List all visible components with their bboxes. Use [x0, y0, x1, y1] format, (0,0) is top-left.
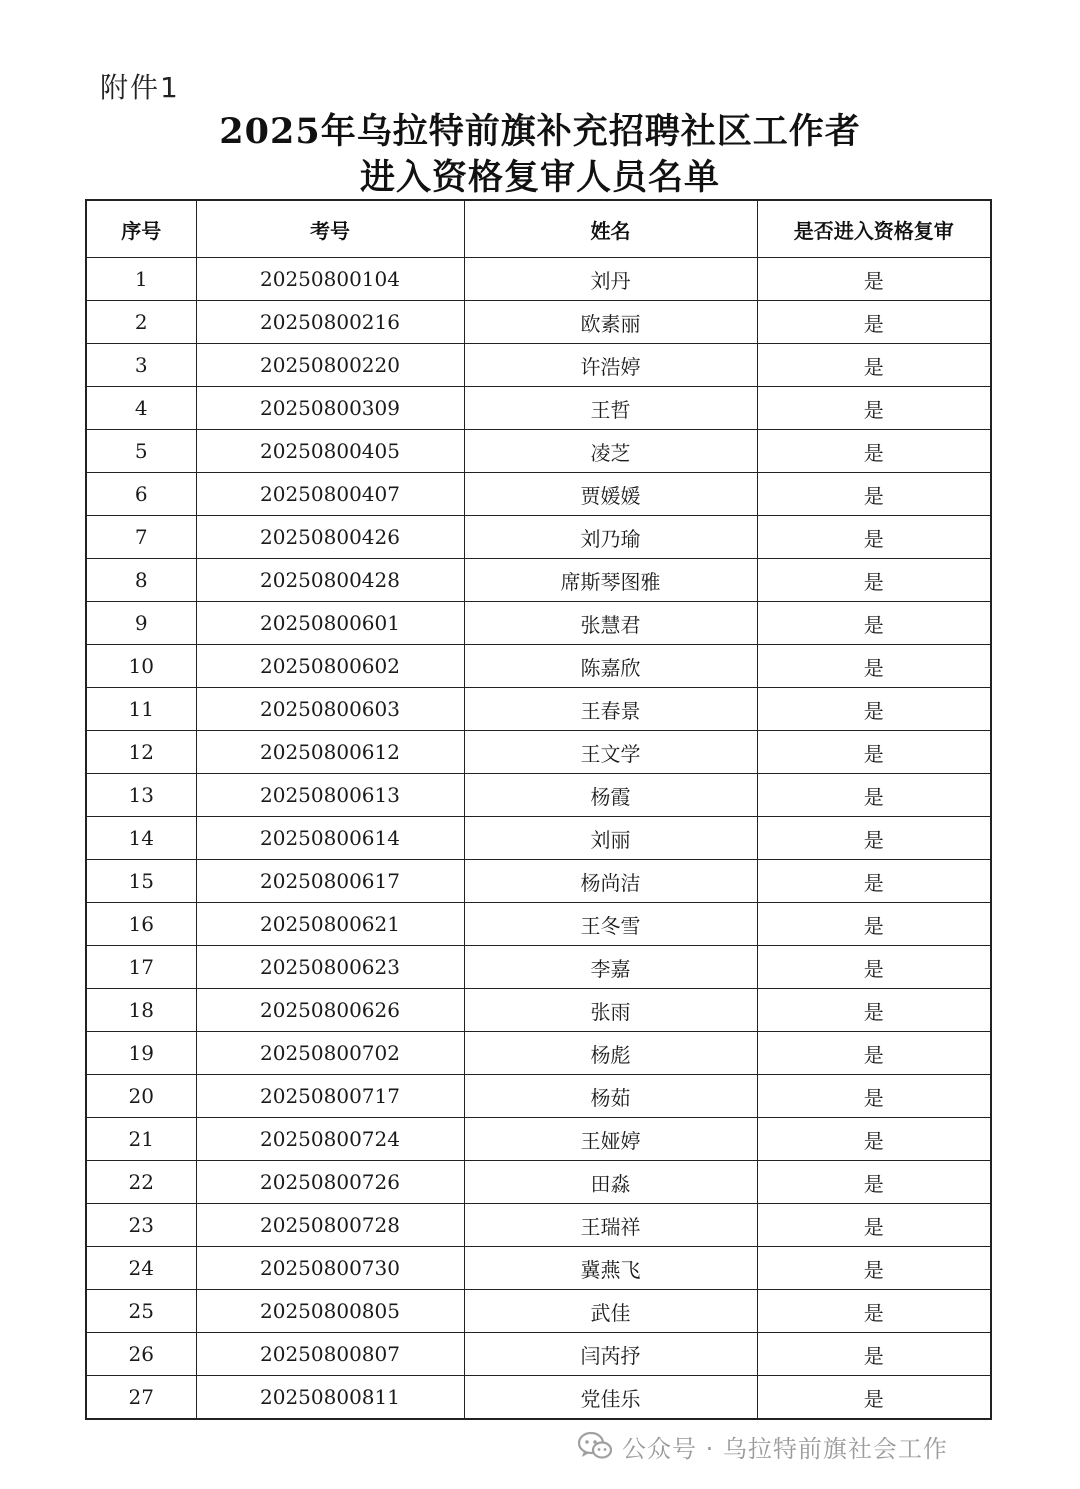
table-row — [86, 473, 991, 516]
cell-index: 18 — [86, 989, 196, 1032]
attachment-label: 附件1 — [100, 71, 180, 104]
cell-index: 21 — [86, 1118, 196, 1161]
cell-name: 王娅婷 — [464, 1118, 757, 1161]
watermark — [578, 1428, 948, 1464]
cell-name: 杨茹 — [464, 1075, 757, 1118]
cell-index: 2 — [86, 301, 196, 344]
cell-name: 杨彪 — [464, 1032, 757, 1075]
cell-exam-number: 20250800805 — [196, 1290, 464, 1333]
cell-exam-number: 20250800104 — [196, 258, 464, 301]
cell-name: 杨霞 — [464, 774, 757, 817]
table-row — [86, 1376, 991, 1420]
cell-name: 席斯琴图雅 — [464, 559, 757, 602]
cell-exam-number: 20250800426 — [196, 516, 464, 559]
table-row — [86, 1075, 991, 1118]
cell-name: 张雨 — [464, 989, 757, 1032]
cell-exam-number: 20250800811 — [196, 1376, 464, 1420]
cell-review-status: 是 — [757, 301, 991, 344]
cell-exam-number: 20250800617 — [196, 860, 464, 903]
cell-review-status: 是 — [757, 774, 991, 817]
cell-review-status: 是 — [757, 559, 991, 602]
cell-review-status: 是 — [757, 430, 991, 473]
cell-index: 5 — [86, 430, 196, 473]
cell-exam-number: 20250800603 — [196, 688, 464, 731]
table-row — [86, 946, 991, 989]
cell-review-status: 是 — [757, 1161, 991, 1204]
cell-review-status: 是 — [757, 688, 991, 731]
table-row — [86, 860, 991, 903]
cell-name: 凌芝 — [464, 430, 757, 473]
table-row — [86, 1032, 991, 1075]
cell-review-status: 是 — [757, 473, 991, 516]
cell-index: 3 — [86, 344, 196, 387]
document-title-line1: 2025年乌拉特前旗补充招聘社区工作者 — [219, 111, 861, 152]
cell-index: 6 — [86, 473, 196, 516]
cell-review-status: 是 — [757, 1333, 991, 1376]
cell-exam-number: 20250800726 — [196, 1161, 464, 1204]
cell-exam-number: 20250800602 — [196, 645, 464, 688]
cell-exam-number: 20250800728 — [196, 1204, 464, 1247]
cell-review-status: 是 — [757, 258, 991, 301]
cell-index: 4 — [86, 387, 196, 430]
column-header-exam-number: 考号 — [196, 200, 464, 258]
table-row — [86, 903, 991, 946]
cell-index: 27 — [86, 1376, 196, 1420]
cell-name: 陈嘉欣 — [464, 645, 757, 688]
cell-exam-number: 20250800626 — [196, 989, 464, 1032]
cell-exam-number: 20250800407 — [196, 473, 464, 516]
cell-review-status: 是 — [757, 1032, 991, 1075]
table-row — [86, 1333, 991, 1376]
cell-review-status: 是 — [757, 645, 991, 688]
table-row — [86, 774, 991, 817]
cell-name: 党佳乐 — [464, 1376, 757, 1420]
cell-index: 16 — [86, 903, 196, 946]
cell-name: 王哲 — [464, 387, 757, 430]
cell-exam-number: 20250800702 — [196, 1032, 464, 1075]
cell-name: 许浩婷 — [464, 344, 757, 387]
cell-index: 24 — [86, 1247, 196, 1290]
cell-review-status: 是 — [757, 1118, 991, 1161]
cell-review-status: 是 — [757, 946, 991, 989]
table-row — [86, 1247, 991, 1290]
cell-review-status: 是 — [757, 1075, 991, 1118]
cell-exam-number: 20250800216 — [196, 301, 464, 344]
cell-index: 22 — [86, 1161, 196, 1204]
cell-index: 19 — [86, 1032, 196, 1075]
cell-index: 1 — [86, 258, 196, 301]
cell-name: 王瑞祥 — [464, 1204, 757, 1247]
cell-index: 25 — [86, 1290, 196, 1333]
cell-name: 刘丹 — [464, 258, 757, 301]
cell-review-status: 是 — [757, 1376, 991, 1420]
cell-review-status: 是 — [757, 344, 991, 387]
cell-name: 刘丽 — [464, 817, 757, 860]
cell-exam-number: 20250800621 — [196, 903, 464, 946]
cell-index: 7 — [86, 516, 196, 559]
cell-exam-number: 20250800428 — [196, 559, 464, 602]
candidate-table — [85, 199, 992, 1420]
table-row — [86, 258, 991, 301]
cell-index: 20 — [86, 1075, 196, 1118]
table-row — [86, 430, 991, 473]
cell-review-status: 是 — [757, 860, 991, 903]
cell-name: 王冬雪 — [464, 903, 757, 946]
column-header-review-status: 是否进入资格复审 — [757, 200, 991, 258]
cell-index: 26 — [86, 1333, 196, 1376]
cell-name: 王春景 — [464, 688, 757, 731]
cell-name: 冀燕飞 — [464, 1247, 757, 1290]
table-row — [86, 387, 991, 430]
table-row — [86, 1290, 991, 1333]
cell-review-status: 是 — [757, 989, 991, 1032]
cell-exam-number: 20250800807 — [196, 1333, 464, 1376]
cell-review-status: 是 — [757, 602, 991, 645]
table-row — [86, 1204, 991, 1247]
cell-review-status: 是 — [757, 1247, 991, 1290]
cell-name: 张慧君 — [464, 602, 757, 645]
cell-review-status: 是 — [757, 903, 991, 946]
table-row — [86, 989, 991, 1032]
document-title-line2: 进入资格复审人员名单 — [359, 157, 720, 198]
cell-index: 17 — [86, 946, 196, 989]
cell-exam-number: 20250800220 — [196, 344, 464, 387]
cell-index: 23 — [86, 1204, 196, 1247]
cell-review-status: 是 — [757, 731, 991, 774]
cell-exam-number: 20250800601 — [196, 602, 464, 645]
cell-exam-number: 20250800724 — [196, 1118, 464, 1161]
table-row — [86, 731, 991, 774]
wechat-icon — [578, 1431, 612, 1461]
table-header-row — [86, 200, 991, 258]
table-row — [86, 559, 991, 602]
cell-name: 欧素丽 — [464, 301, 757, 344]
column-header-name: 姓名 — [464, 200, 757, 258]
cell-index: 14 — [86, 817, 196, 860]
cell-name: 刘乃瑜 — [464, 516, 757, 559]
cell-name: 贾媛媛 — [464, 473, 757, 516]
cell-exam-number: 20250800405 — [196, 430, 464, 473]
table-row — [86, 817, 991, 860]
table-row — [86, 1161, 991, 1204]
table-row — [86, 602, 991, 645]
watermark-text: 公众号 · 乌拉特前旗社会工作 — [622, 1434, 948, 1463]
cell-exam-number: 20250800614 — [196, 817, 464, 860]
cell-review-status: 是 — [757, 1204, 991, 1247]
cell-index: 10 — [86, 645, 196, 688]
cell-exam-number: 20250800717 — [196, 1075, 464, 1118]
table-body — [86, 258, 991, 1420]
cell-index: 13 — [86, 774, 196, 817]
cell-review-status: 是 — [757, 516, 991, 559]
cell-exam-number: 20250800612 — [196, 731, 464, 774]
column-header-index: 序号 — [86, 200, 196, 258]
cell-name: 杨尚洁 — [464, 860, 757, 903]
cell-index: 11 — [86, 688, 196, 731]
cell-review-status: 是 — [757, 817, 991, 860]
table-row — [86, 301, 991, 344]
table-row — [86, 688, 991, 731]
cell-review-status: 是 — [757, 387, 991, 430]
table-row — [86, 516, 991, 559]
cell-index: 12 — [86, 731, 196, 774]
cell-index: 9 — [86, 602, 196, 645]
table-row — [86, 1118, 991, 1161]
cell-name: 李嘉 — [464, 946, 757, 989]
cell-exam-number: 20250800623 — [196, 946, 464, 989]
cell-name: 武佳 — [464, 1290, 757, 1333]
cell-name: 王文学 — [464, 731, 757, 774]
cell-exam-number: 20250800613 — [196, 774, 464, 817]
cell-index: 15 — [86, 860, 196, 903]
table-row — [86, 645, 991, 688]
table-row — [86, 344, 991, 387]
cell-index: 8 — [86, 559, 196, 602]
cell-name: 田淼 — [464, 1161, 757, 1204]
cell-exam-number: 20250800730 — [196, 1247, 464, 1290]
cell-review-status: 是 — [757, 1290, 991, 1333]
cell-name: 闫芮抒 — [464, 1333, 757, 1376]
cell-exam-number: 20250800309 — [196, 387, 464, 430]
